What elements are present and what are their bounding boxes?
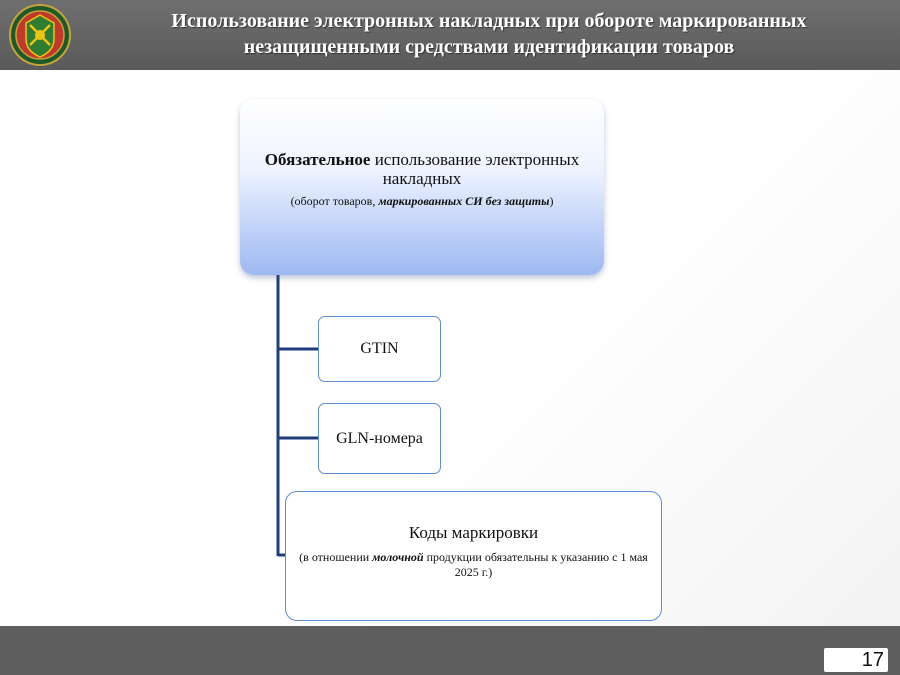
codes-sub-text	[294, 550, 653, 580]
gtin-label: GTIN	[360, 340, 399, 357]
title-line-1: Использование электронных накладных при обороте маркированных	[171, 10, 807, 32]
root-sub-open: (оборот товаров,	[290, 194, 379, 208]
diagram-root-node	[240, 99, 604, 275]
title-line-2: незащищенными средствами идентификации товаров	[243, 36, 735, 58]
gln-label: GLN-номера	[336, 430, 423, 447]
root-bold-word: Обязательное	[264, 150, 371, 169]
root-main-text	[250, 150, 594, 188]
root-sub-emphasis: маркированных СИ без защиты	[378, 194, 550, 208]
page-number: 17	[824, 648, 888, 672]
diagram-node-gtin	[318, 316, 441, 382]
codes-sub-pre: (в отношении	[299, 550, 373, 564]
codes-sub-emphasis: молочной	[372, 550, 424, 564]
root-main-rest: использование электронных накладных	[370, 150, 580, 188]
root-sub-text	[250, 194, 594, 208]
footer-bar	[0, 626, 900, 675]
diagram-node-gln	[318, 403, 441, 474]
diagram-node-marking-codes	[285, 491, 662, 621]
codes-sub-post: продукции обязательны к указанию с 1 мая 2025 г.)	[423, 550, 648, 579]
codes-title: Коды маркировки	[408, 523, 539, 542]
root-sub-close: )	[549, 194, 554, 208]
